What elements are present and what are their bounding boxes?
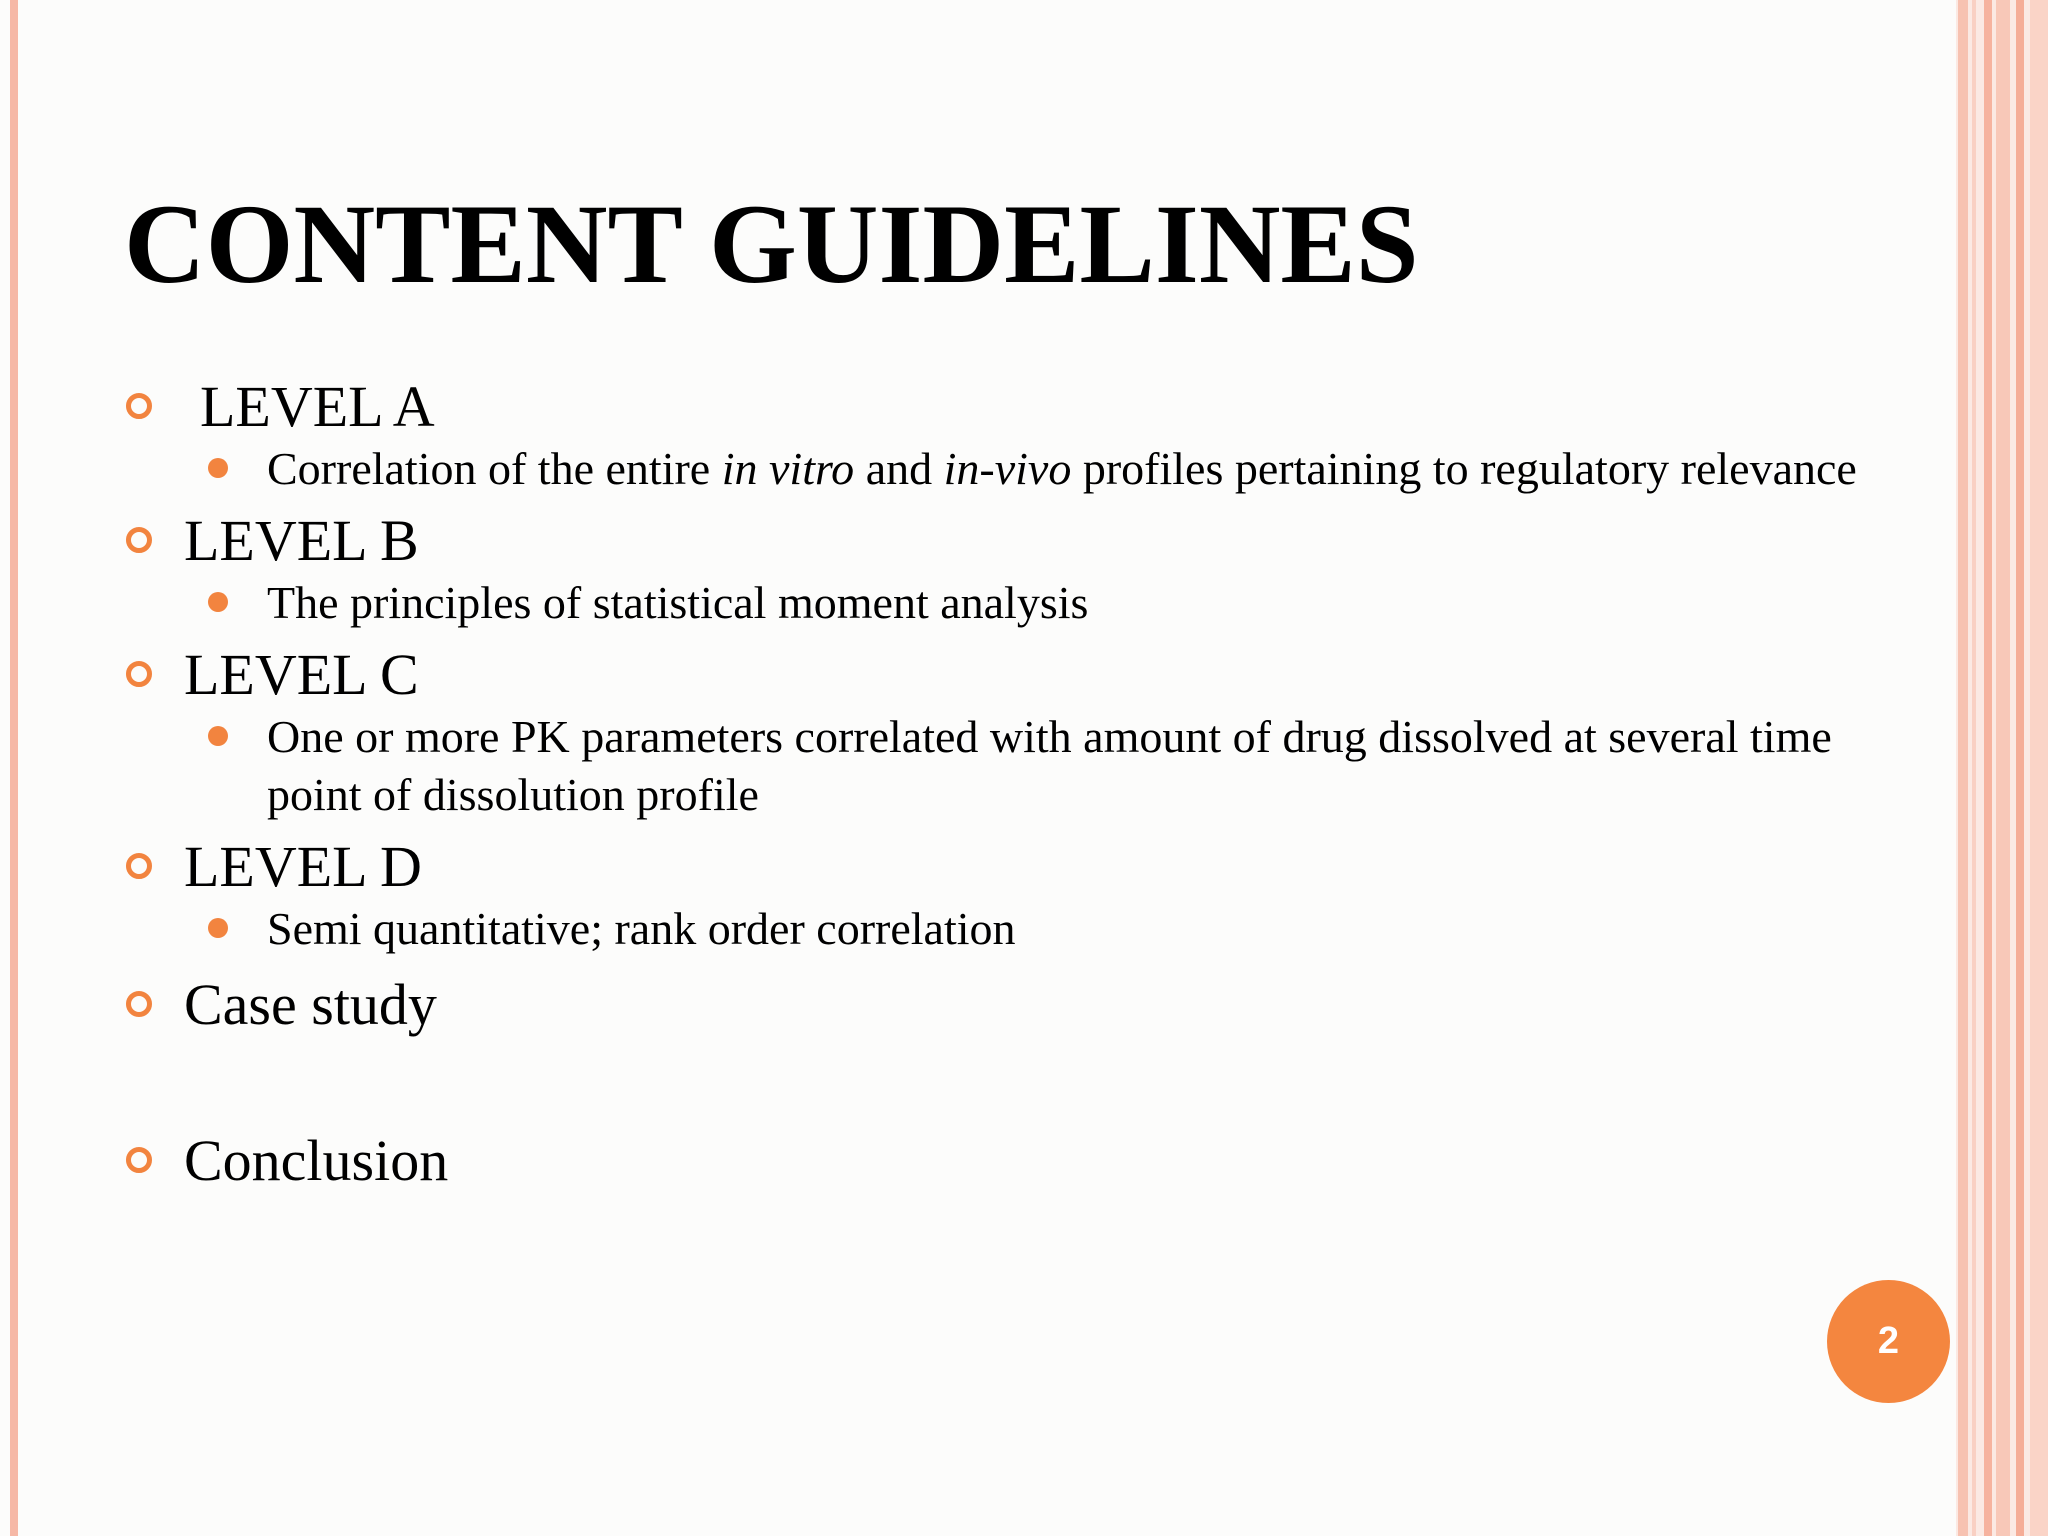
list-item-label: LEVEL B [184,508,419,573]
orange-ring-icon [126,1147,152,1173]
orange-ring-icon [126,527,152,553]
sub-item-text: One or more PK parameters correlated with amount of drug dissolved at several time point of dissolution profile [267,711,1832,820]
list-item-conclusion [124,1128,1924,1194]
list-item-level-b [124,508,1924,574]
right-stripe [1972,0,1976,1536]
orange-dot-icon [208,592,228,612]
right-stripe [1958,0,1968,1536]
list-item-label: LEVEL D [184,834,422,899]
sub-item [124,440,1924,498]
sub-item [124,574,1924,632]
sub-item [124,900,1924,958]
right-stripe [2030,0,2048,1536]
right-stripe [1984,0,1992,1536]
sub-item-text: Semi quantitative; rank order correlation [267,903,1016,954]
list-item-case-study [124,972,1924,1038]
list-item-label: Case study [184,972,437,1037]
sub-item-text: Correlation of the entire in vitro and in-vivo profiles pertaining to regulatory relevance [267,443,1857,494]
orange-ring-icon [126,991,152,1017]
orange-dot-icon [208,726,228,746]
page-number-badge: 2 [1827,1280,1950,1403]
list-item-label: Conclusion [184,1128,449,1193]
sub-item [124,708,1924,824]
right-stripe [2016,0,2024,1536]
orange-ring-icon [126,393,152,419]
orange-ring-icon [126,661,152,687]
list-item-label: LEVEL A [200,374,435,439]
list-item-level-c [124,642,1924,708]
sub-item-text: The principles of statistical moment analysis [267,577,1089,628]
list-item-level-a [124,374,1924,440]
right-stripe [1996,0,2010,1536]
bullet-list [124,374,1924,1194]
list-item-label: LEVEL C [184,642,419,707]
list-item-level-d [124,834,1924,900]
orange-dot-icon [208,918,228,938]
left-decorative-stripe [10,0,18,1536]
orange-dot-icon [208,458,228,478]
slide-title: CONTENT GUIDELINES [124,182,1419,307]
orange-ring-icon [126,853,152,879]
